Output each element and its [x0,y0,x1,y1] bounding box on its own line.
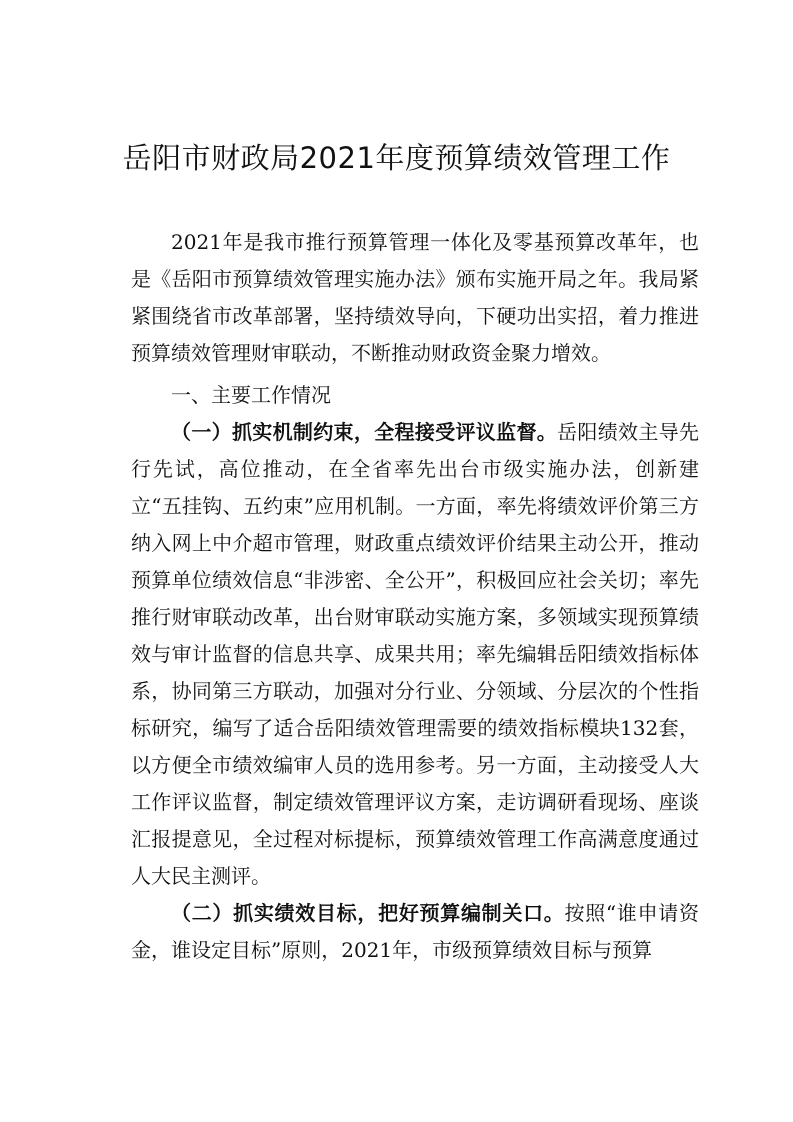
item-1-lead: （一）抓实机制约束，全程接受评议监督。 [171,420,558,444]
item-2-lead: （二）抓实绩效目标，把好预算编制关口。 [171,901,565,925]
item-1-text: 岳阳绩效主导先行先试，高位推动，在全省率先出台市级实施办法，创新建立“五挂钩、五约束”应用机制。一方面，率先将绩效评价第三方纳入网上中介超市管理，财政重点绩效评价结果主动公开，推动预算单位绩效信息“非涉密、全公开”，积极回应社会关切；率先推行财审联动改革，出台财审联动实施方案，多领域实现预算绩效与审计监督的信息共享、成果共用；率先编辑岳阳绩效指标体系，协同第三方联动，加强对分行业、分领域、分层次的个性指标研究，编写了适合岳阳绩效管理需要的绩效指标模块132套，以方便全市绩效编审人员的选用参考。另一方面，主动接受人大工作评议监督，制定绩效管理评议方案，走访调研看现场、座谈汇报提意见，全过程对标提标，预算绩效管理工作高满意度通过人大民主测评。 [131,420,700,888]
document-title: 岳阳市财政局2021年度预算绩效管理工作 [122,141,671,175]
item-2-paragraph [131,895,699,969]
intro-paragraph: 2021年是我市推行预算管理一体化及零基预算改革年，也是《岳阳市预算绩效管理实施办法》颁布实施开局之年。我局紧紧围绕省市改革部署，坚持绩效导向，下硬功出实招，着力推进预算绩效管理财审联动，不断推动财政资金聚力增效。 [131,230,699,365]
section-heading-main-work: 一、主要工作情况 [171,383,331,407]
item-1-paragraph [131,414,699,895]
item-2-text: 按照“谁申请资金，谁设定目标”原则，2021年，市级预算绩效目标与预算 [131,901,700,962]
document-body [131,224,699,969]
